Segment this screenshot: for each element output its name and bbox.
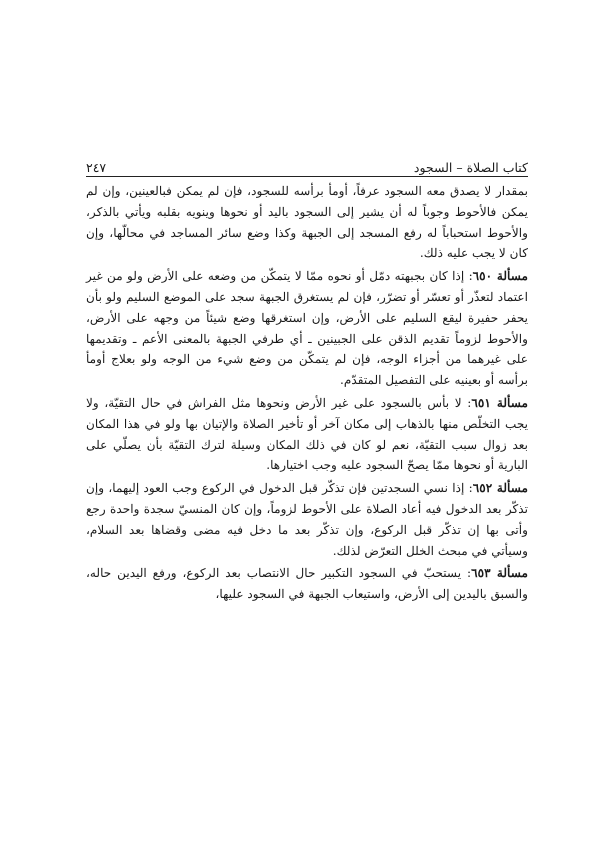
paragraph: [86, 478, 528, 561]
page-body: [86, 181, 528, 607]
running-title: كتاب الصلاة – السجود: [413, 160, 528, 175]
paragraph-text: : إذا كان بجبهته دمّل أو نحوه ممّا لا يتمكّن من وضعه على الأرض ولو من غير اعتماد لتعذّر أو تعسّر أو تضرّر، فإن لم يستغرق الجبهة سجد على الموضع السليم ولو بأن يحفر حفيرة ليقع السليم على الأرض، وإن استغرقها وضع شيئاً من وجهه على الأرض، والأحوط لزوماً تقديم الذقن على الجبينين ـ أي طرفي الجبهة بالمعنى الأعم ـ وتقديمها على غيرهما من أجزاء الوجه، فإن لم يتمكّن من وضع شيء من الوجه ولو بعلاج أومأ برأسه أو بعينيه على التفصيل المتقدّم.: [86, 269, 528, 388]
paragraph-text: بمقدار لا يصدق معه السجود عرفاً، أومأ برأسه للسجود، فإن لم يمكن فبالعينين، وإن لم يمكن فالأحوط وجوباً له أن يشير إلى السجود باليد أو نحوها وينويه بقلبه ويأتي بالذكر، والأحوط استحباباً له رفع المسجد إلى الجبهة وكذا وضع سائر المساجد في محالّها، وإن كان لا يجب عليه ذلك.: [86, 184, 528, 261]
paragraph: [86, 181, 528, 264]
issue-label: مسألة ٦٥٠: [472, 269, 528, 284]
header-rule: [86, 176, 528, 177]
paragraph-text: : لا بأس بالسجود على غير الأرض ونحوها مثل الفراش في حال التقيّة، ولا يجب التخلّص منها بالذهاب إلى مكان آخر أو تأخير الصلاة والإتيان بها ولو في هذا المكان بعد زوال سبب التقيّة، نعم لو كان في ذلك المكان وسيلة لترك التقيّة بأن يصلّي على البارية أو نحوها ممّا يصحّ السجود عليه وجب اختيارها.: [86, 395, 528, 473]
issue-label: مسألة ٦٥١: [471, 395, 528, 410]
paragraph-text: : يستحبّ في السجود التكبير حال الانتصاب بعد الركوع، ورفع اليدين حاله، والسبق باليدين إلى الأرض، واستيعاب الجبهة في السجود عليها،: [86, 566, 528, 602]
page-number: ٢٤٧: [86, 160, 107, 175]
issue-label: مسألة ٦٥٢: [472, 481, 528, 496]
paragraph: [86, 563, 528, 605]
page-header: [86, 153, 528, 175]
paragraph-text: : إذا نسي السجدتين فإن تذكّر قبل الدخول في الركوع وجب العود إليهما، وإن تذكّر بعد الدخول فيه أعاد الصلاة على الأحوط لزوماً، وإن كان المنسيّ سجدة واحدة رجع وأتى بها إن تذكّر قبل الركوع، وإن تذكّر بعد ما دخل فيه مضى وقضاها بعد السلام، وسيأتي في مبحث الخلل التعرّض لذلك.: [86, 481, 528, 558]
issue-label: مسألة ٦٥٣: [471, 566, 528, 581]
paragraph: [86, 266, 528, 391]
paragraph: [86, 393, 528, 476]
